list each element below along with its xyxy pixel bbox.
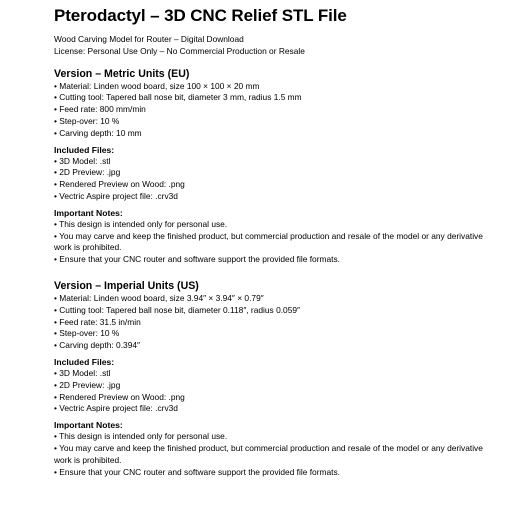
spec-item: • Step-over: 10 % [54,115,120,126]
subtitle: Wood Carving Model for Router – Digital Download [54,34,244,44]
section-imperial [54,280,502,478]
note-item: • This design is intended only for personal use. [54,431,228,442]
file-item: • Rendered Preview on Wood: .png [54,391,185,402]
section-metric [54,68,502,266]
file-item: • Rendered Preview on Wood: .png [54,179,185,190]
files-heading: Included Files: [54,144,115,155]
document-title: Pterodactyl – 3D CNC Relief STL File [54,6,347,25]
note-item: • You may carve and keep the finished product, but commercial production and resale of the model or any derivative work is prohibited. [54,230,483,253]
notes-heading: Important Notes: [54,207,123,218]
file-item: • Vectric Aspire project file: .crv3d [54,190,178,201]
license-line: License: Personal Use Only – No Commercial Production or Resale [54,45,305,56]
files-list [54,156,502,203]
spec-list [54,81,502,140]
spec-item: • Carving depth: 10 mm [54,127,142,138]
file-item: • 3D Model: .stl [54,155,111,166]
spec-item: • Feed rate: 31.5 in/min [54,316,141,327]
section-heading: Version – Imperial Units (US) [54,279,199,292]
notes-list [54,219,502,266]
note-item: • Ensure that your CNC router and software support the provided file formats. [54,254,340,265]
spec-item: • Material: Linden wood board, size 3.94″ × 3.94″ × 0.79″ [54,292,264,303]
spec-item: • Cutting tool: Tapered ball nose bit, diameter 3 mm, radius 1.5 mm [54,92,302,103]
file-item: • Vectric Aspire project file: .crv3d [54,403,178,414]
notes-heading: Important Notes: [54,420,123,431]
note-item: • You may carve and keep the finished product, but commercial production and resale of the model or any derivative work is prohibited. [54,442,483,465]
note-item: • This design is intended only for personal use. [54,218,228,229]
file-item: • 3D Model: .stl [54,367,111,378]
spec-item: • Cutting tool: Tapered ball nose bit, diameter 0.118″, radius 0.059″ [54,304,300,315]
file-item: • 2D Preview: .jpg [54,167,121,178]
spec-item: • Feed rate: 800 mm/min [54,104,146,115]
files-list [54,368,502,415]
spec-item: • Step-over: 10 % [54,328,120,339]
section-heading: Version – Metric Units (EU) [54,67,190,80]
spec-item: • Material: Linden wood board, size 100 × 100 × 20 mm [54,80,260,91]
note-item: • Ensure that your CNC router and software support the provided file formats. [54,466,340,477]
spec-list [54,293,502,352]
files-heading: Included Files: [54,356,115,367]
notes-list [54,431,502,478]
file-item: • 2D Preview: .jpg [54,379,121,390]
spec-item: • Carving depth: 0.394″ [54,340,140,351]
